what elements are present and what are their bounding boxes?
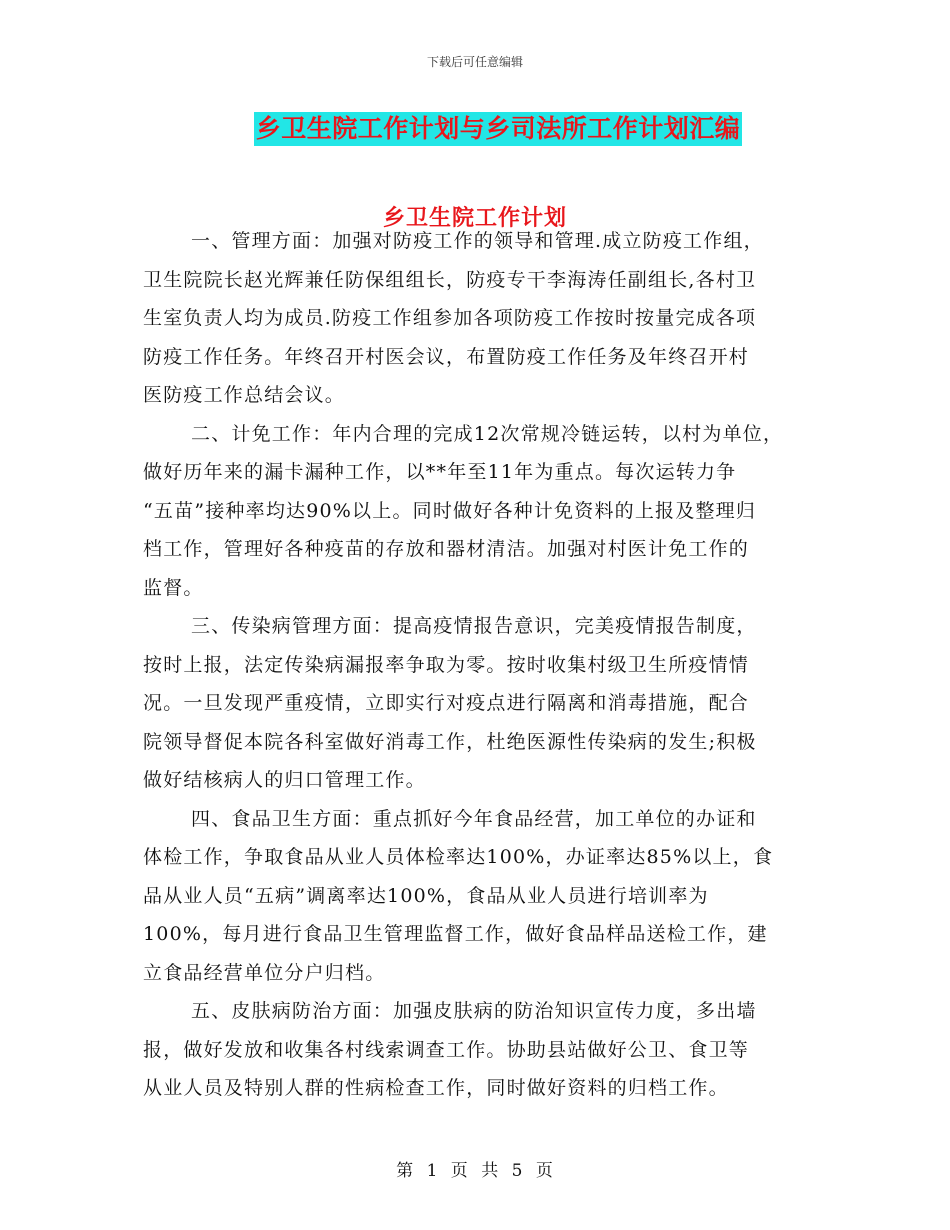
paragraph-line: 院领导督促本院各科室做好消毒工作，杜绝医源性传染病的发生;积极 bbox=[143, 730, 757, 753]
footer-page-label: 页 bbox=[450, 1161, 469, 1181]
main-title-wrapper bbox=[0, 112, 950, 146]
paragraph-line: 医防疫工作总结会议。 bbox=[143, 384, 346, 406]
paragraph-food-hygiene bbox=[143, 800, 819, 993]
header-note: 下载后可任意编辑 bbox=[426, 55, 523, 69]
paragraph-line: 从业人员及特别人群的性病检查工作，同时做好资料的归档工作。 bbox=[143, 1077, 729, 1099]
paragraph-line: 三、传染病管理方面：提高疫情报告意识，完美疫情报告制度， bbox=[191, 615, 757, 637]
document-title: 乡卫生院工作计划与乡司法所工作计划汇编 bbox=[254, 112, 743, 146]
current-page-number: 1 bbox=[426, 1161, 439, 1181]
paragraph-line: 卫生院院长赵光辉兼任防保组组长，防疫专干李海涛任副组长,各村卫 bbox=[143, 268, 757, 291]
paragraph-line: 报，做好发放和收集各村线索调查工作。协助县站做好公卫、食卫等 bbox=[143, 1038, 750, 1061]
document-body bbox=[143, 222, 819, 1108]
paragraph-line: 一、管理方面：加强对防疫工作的领导和管理.成立防疫工作组， bbox=[191, 230, 764, 252]
paragraph-line: 生室负责人均为成员.防疫工作组参加各项防疫工作按时按量完成各项 bbox=[143, 307, 757, 329]
paragraph-line: 做好历年来的漏卡漏种工作，以**年至11年为重点。每次运转力争 bbox=[143, 461, 737, 483]
paragraph-line: 四、食品卫生方面：重点抓好今年食品经营，加工单位的办证和 bbox=[191, 807, 757, 830]
page-footer bbox=[0, 1156, 950, 1181]
section-title: 乡卫生院工作计划 bbox=[382, 205, 567, 231]
paragraph-line: 体检工作，争取食品从业人员体检率达100%，办证率达85%以上，食 bbox=[143, 846, 774, 868]
paragraph-line: 况。一旦发现严重疫情，立即实行对疫点进行隔离和消毒措施，配合 bbox=[143, 692, 750, 714]
paragraph-management bbox=[143, 222, 819, 415]
paragraph-skin-disease bbox=[143, 992, 819, 1108]
paragraph-line: “五苗”接种率均达90%以上。同时做好各种计免资料的上报及整理归 bbox=[143, 499, 757, 522]
paragraph-line: 做好结核病人的归口管理工作。 bbox=[143, 769, 426, 791]
paragraph-line: 立食品经营单位分户归档。 bbox=[143, 961, 386, 984]
paragraph-line: 五、皮肤病防治方面：加强皮肤病的防治知识宣传力度，多出墙 bbox=[191, 1000, 757, 1022]
paragraph-line: 监督。 bbox=[143, 576, 204, 599]
paragraph-immunization bbox=[143, 415, 819, 608]
paragraph-infectious-disease bbox=[143, 607, 819, 800]
footer-total-prefix: 共 bbox=[481, 1161, 500, 1181]
paragraph-line: 防疫工作任务。年终召开村医会议，布置防疫工作任务及年终召开村 bbox=[143, 345, 750, 368]
footer-prefix: 第 bbox=[396, 1161, 415, 1181]
paragraph-line: 档工作，管理好各种疫苗的存放和器材清洁。加强对村医计免工作的 bbox=[143, 538, 750, 560]
paragraph-line: 100%，每月进行食品卫生管理监督工作，做好食品样品送检工作，建 bbox=[143, 923, 768, 945]
paragraph-line: 品从业人员“五病”调离率达100%，食品从业人员进行培训率为 bbox=[143, 884, 709, 907]
footer-total-label: 页 bbox=[535, 1161, 554, 1181]
total-pages-number: 5 bbox=[511, 1161, 524, 1181]
paragraph-line: 按时上报，法定传染病漏报率争取为零。按时收集村级卫生所疫情情 bbox=[143, 653, 750, 676]
paragraph-line: 二、计免工作：年内合理的完成12次常规冷链运转，以村为单位， bbox=[191, 422, 784, 445]
